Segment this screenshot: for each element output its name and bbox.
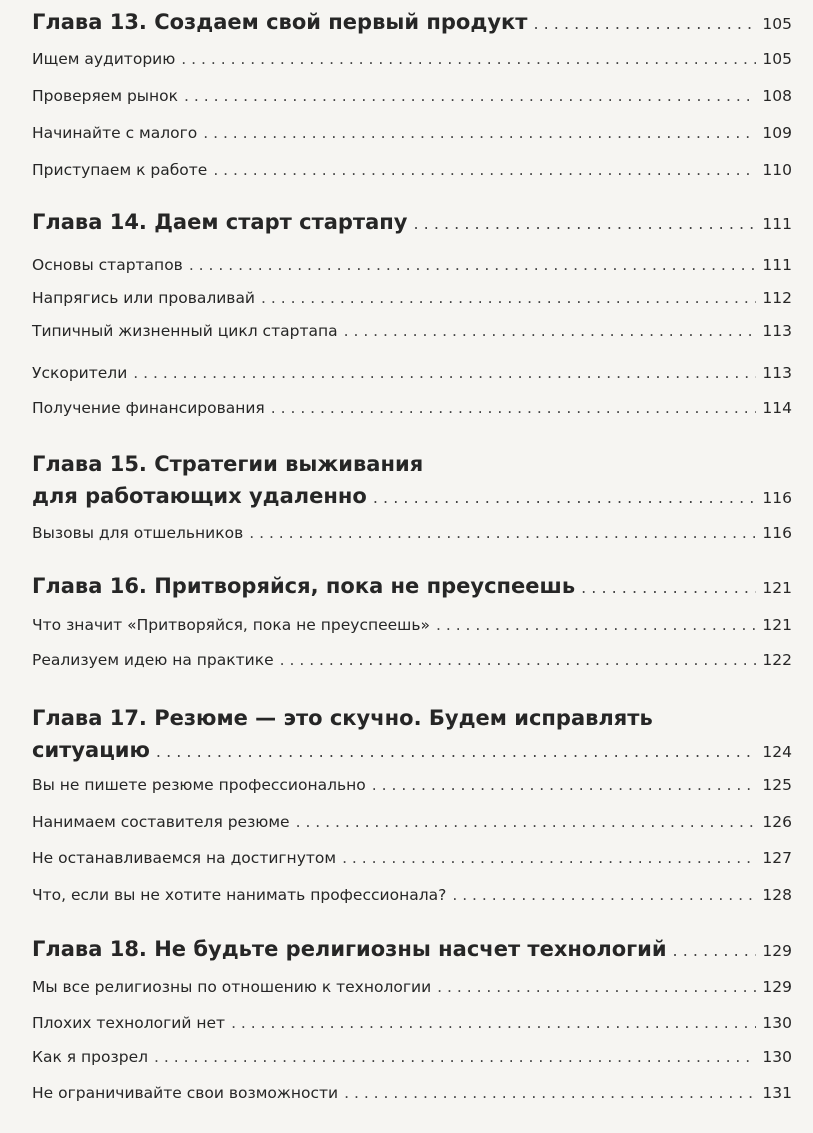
section-title: Что значит «Притворяйся, пока не преуспеешь» (32, 616, 430, 634)
chapter-title: для работающих удаленно (32, 484, 367, 508)
page-number: 124 (762, 743, 792, 761)
section-title: Типичный жизненный цикл стартапа (32, 322, 338, 340)
chapter-title: ситуацию (32, 738, 150, 762)
chapter-title: Глава 13. Создаем свой первый продукт (32, 10, 528, 34)
section-title: Ускорители (32, 364, 128, 382)
dot-leader (181, 50, 756, 68)
page-number: 112 (762, 289, 792, 307)
dot-leader (413, 214, 756, 233)
dot-leader (372, 776, 757, 794)
toc-section-entry (32, 1014, 792, 1038)
toc-section-entry (32, 886, 792, 910)
page-number: 122 (762, 651, 792, 669)
toc-section-entry (32, 776, 792, 800)
toc-section-entry (32, 651, 792, 675)
section-title: Не останавливаемся на достигнутом (32, 849, 337, 867)
dot-leader (231, 1014, 756, 1032)
dot-leader (373, 488, 757, 507)
dot-leader (344, 1084, 756, 1102)
section-title: Вызовы для отшельников (32, 524, 244, 542)
page-number: 130 (762, 1048, 792, 1066)
page-number: 125 (762, 776, 792, 794)
page-number: 131 (762, 1084, 792, 1102)
section-title: Вы не пишете резюме профессионально (32, 776, 366, 794)
page-number: 105 (762, 15, 792, 33)
toc-section-entry (32, 616, 792, 640)
toc-section-entry (32, 322, 792, 346)
chapter-17-entry (32, 738, 792, 768)
page-number: 105 (762, 50, 792, 68)
page-number: 129 (762, 978, 792, 996)
section-title: Не ограничивайте свои возможности (32, 1084, 339, 1102)
section-title: Начинайте с малого (32, 124, 198, 142)
chapter-18-entry (32, 937, 792, 967)
dot-leader (249, 524, 756, 542)
toc-section-entry (32, 399, 792, 423)
page-number: 113 (762, 322, 792, 340)
page-number: 113 (762, 364, 792, 382)
dot-leader (581, 578, 756, 597)
section-title: Мы все религиозны по отношению к технологии (32, 978, 432, 996)
page-number: 127 (762, 849, 792, 867)
toc-section-entry (32, 87, 792, 111)
section-title: Как я прозрел (32, 1048, 149, 1066)
chapter-13-entry (32, 10, 792, 40)
section-title: Напрягись или проваливай (32, 289, 256, 307)
section-title: Нанимаем составителя резюме (32, 813, 290, 831)
page-number: 114 (762, 399, 792, 417)
chapter-title: Глава 18. Не будьте религиозны насчет технологий (32, 937, 667, 961)
page-number: 108 (762, 87, 792, 105)
dot-leader (189, 256, 757, 274)
dot-leader (154, 1048, 756, 1066)
section-title: Проверяем рынок (32, 87, 179, 105)
chapter-15-entry (32, 484, 792, 514)
chapter-14-entry (32, 210, 792, 240)
dot-leader (271, 399, 757, 417)
dot-leader (133, 364, 756, 382)
section-title: Ищем аудиторию (32, 50, 176, 68)
dot-leader (296, 813, 757, 831)
dot-leader (213, 161, 756, 179)
dot-leader (280, 651, 757, 669)
section-title: Получение финансирования (32, 399, 265, 417)
toc-section-entry (32, 364, 792, 388)
dot-leader (342, 849, 756, 867)
page-number: 130 (762, 1014, 792, 1032)
section-title: Приступаем к работе (32, 161, 208, 179)
toc-section-entry (32, 256, 792, 280)
page-number: 110 (762, 161, 792, 179)
section-title: Реализуем идею на практике (32, 651, 274, 669)
section-title: Основы стартапов (32, 256, 183, 274)
dot-leader (673, 941, 757, 960)
section-title: Что, если вы не хотите нанимать профессионала? (32, 886, 447, 904)
toc-section-entry (32, 124, 792, 148)
toc-section-entry (32, 161, 792, 185)
dot-leader (184, 87, 756, 105)
toc-section-entry (32, 813, 792, 837)
toc-section-entry (32, 289, 792, 313)
toc-section-entry (32, 849, 792, 873)
section-title: Плохих технологий нет (32, 1014, 226, 1032)
toc-section-entry (32, 524, 792, 548)
page-number: 109 (762, 124, 792, 142)
toc-section-entry (32, 1048, 792, 1072)
page-number: 129 (762, 942, 792, 960)
toc-section-entry (32, 50, 792, 74)
page-number: 128 (762, 886, 792, 904)
chapter-17-title-line1: Глава 17. Резюме — это скучно. Будем исправлять (32, 706, 653, 730)
dot-leader (344, 322, 757, 340)
toc-section-entry (32, 978, 792, 1002)
dot-leader (261, 289, 756, 307)
dot-leader (437, 978, 756, 996)
toc-section-entry (32, 1084, 792, 1108)
page-number: 116 (762, 489, 792, 507)
page-number: 111 (762, 215, 792, 233)
dot-leader (203, 124, 756, 142)
dot-leader (436, 616, 756, 634)
page-number: 121 (762, 579, 792, 597)
page-number: 111 (762, 256, 792, 274)
chapter-title: Глава 14. Даем старт стартапу (32, 210, 408, 234)
page-number: 126 (762, 813, 792, 831)
dot-leader (452, 886, 756, 904)
dot-leader (156, 742, 757, 761)
page-number: 121 (762, 616, 792, 634)
chapter-15-title-line1: Глава 15. Стратегии выживания (32, 452, 424, 476)
page-number: 116 (762, 524, 792, 542)
chapter-16-entry (32, 574, 792, 604)
chapter-title: Глава 16. Притворяйся, пока не преуспеешь (32, 574, 576, 598)
dot-leader (533, 14, 756, 33)
